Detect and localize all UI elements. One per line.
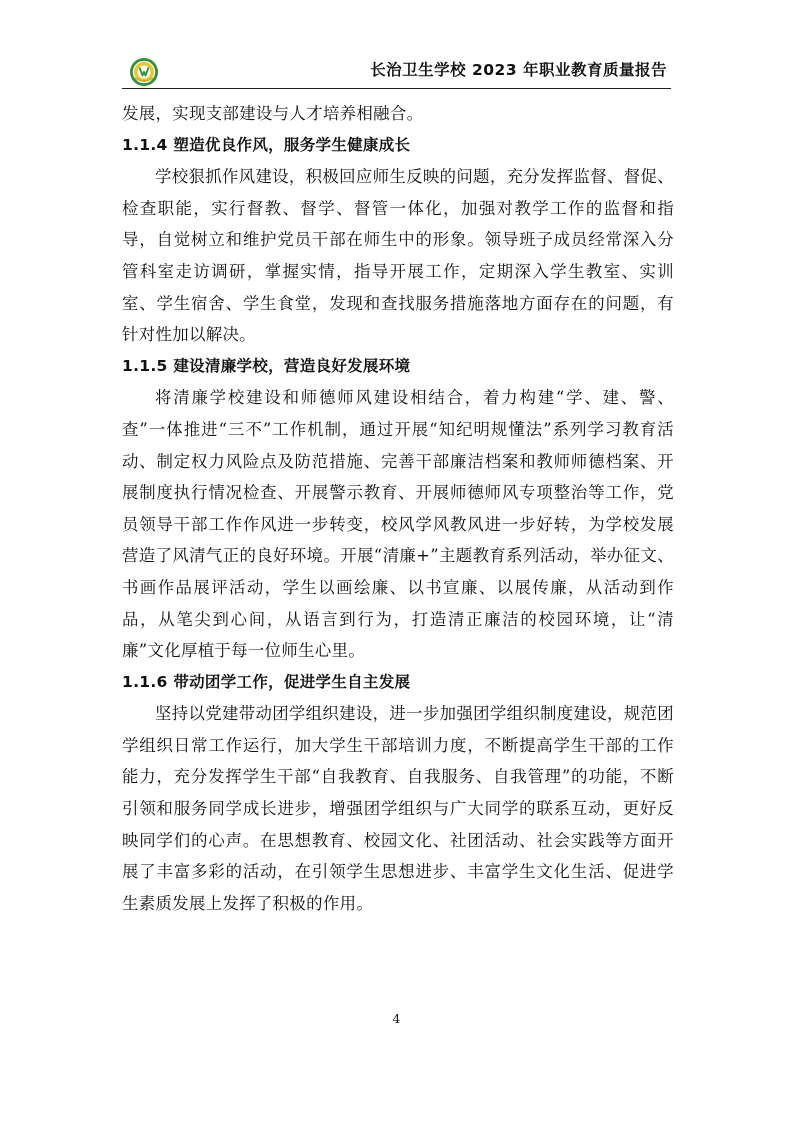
header-divider <box>122 88 671 89</box>
section-paragraph-1-1-4: 学校狠抓作风建设，积极回应师生反映的问题，充分发挥监督、督促、检查职能，实行督教、督学、督管一体化，加强对教学工作的监督和指导，自觉树立和维护党员干部在师生中的形象。领导班子成员经常深入分管科室走访调研，掌握实情，指导开展工作，定期深入学生教室、实训室、学生宿舍、学生食堂，发现和查找服务措施落地方面存在的问题，有针对性加以解决。 <box>122 167 674 345</box>
section-heading-1-1-6: 1.1.6 带动团学工作，促进学生自主发展 <box>122 672 411 691</box>
section-heading-1-1-5: 1.1.5 建设清廉学校，营造良好发展环境 <box>122 356 411 375</box>
school-emblem-icon <box>129 57 159 87</box>
paragraph-continued: 发展，实现支部建设与人才培养相融合。 <box>122 104 424 123</box>
page-number: 4 <box>392 1012 401 1026</box>
section-paragraph-1-1-5: 将清廉学校建设和师德师风建设相结合，着力构建“学、建、警、查”一体推进“三不”工作机制，通过开展“知纪明规懂法”系列学习教育活动、制定权力风险点及防范措施、完善干部廉洁档案和教师师德档案、开展制度执行情况检查、开展警示教育、开展师德师风专项整治等工作，党员领导干部工作作风进一步转变，校风学风教风进一步好转，为学校发展营造了风清气正的良好环境。开展“清廉+”主题教育系列活动，举办征文、书画作品展评活动，学生以画绘廉、以书宣廉、以展传廉，从活动到作品，从笔尖到心间，从语言到行为，打造清正廉洁的校园环境，让“清廉”文化厚植于每一位师生心里。 <box>122 388 674 661</box>
page-body <box>122 98 674 919</box>
section-paragraph-1-1-6: 坚持以党建带动团学组织建设，进一步加强团学组织制度建设，规范团学组织日常工作运行，加大学生干部培训力度，不断提高学生干部的工作能力，充分发挥学生干部“自我教育、自我服务、自我管理”的功能，不断引领和服务同学成长进步，增强团学组织与广大同学的联系互动，更好反映同学们的心声。在思想教育、校园文化、社团活动、社会实践等方面开展了丰富多彩的活动，在引领学生思想进步、丰富学生文化生活、促进学生素质发展上发挥了积极的作用。 <box>122 704 674 913</box>
section-heading-1-1-4: 1.1.4 塑造优良作风，服务学生健康成长 <box>122 135 411 154</box>
report-header-title: 长治卫生学校 2023 年职业教育质量报告 <box>370 61 667 79</box>
